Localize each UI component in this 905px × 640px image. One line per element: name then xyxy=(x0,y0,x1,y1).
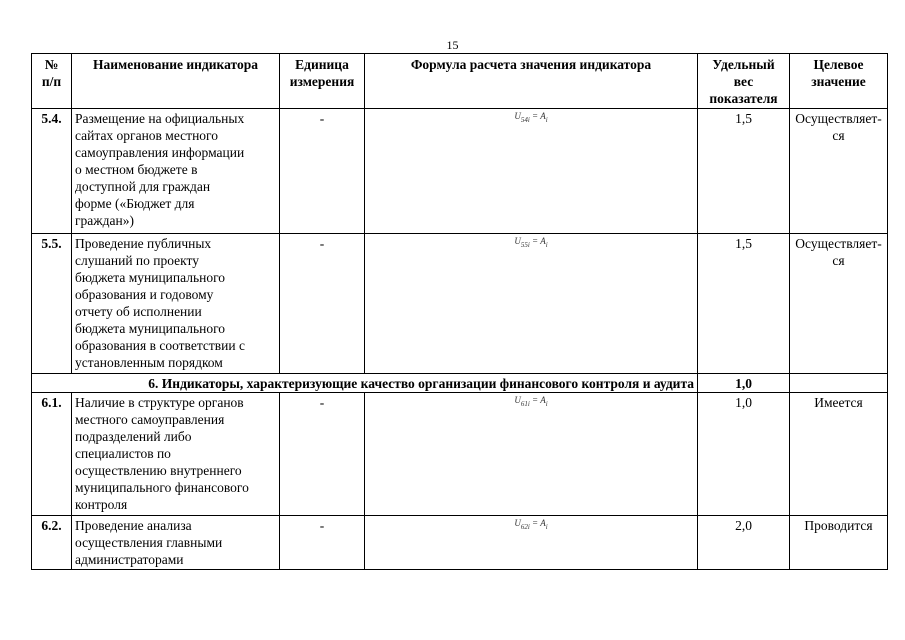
header-name: Наименование индикатора xyxy=(72,54,280,109)
formula-cell: $U_{61i} = A_i$ xyxy=(365,393,698,516)
indicator-name: Проведение публичных слушаний по проекту бюджета муниципального образования и годовому отчету об исполнении бюджета муниципального образования в соответствии с установленным порядком xyxy=(72,234,280,374)
formula-cell: $U_{55i} = A_i$ xyxy=(365,234,698,374)
header-unit: Единица измерения xyxy=(280,54,365,109)
indicator-name: Наличие в структуре органов местного самоуправления подразделений либо специалистов по осуществлению внутреннего муниципального финансового контроля xyxy=(72,393,280,516)
indicator-name: Проведение анализа осуществления главными администраторами xyxy=(72,516,280,570)
section-row xyxy=(32,374,888,393)
target-cell: Осуществляет- ся xyxy=(790,109,888,234)
target-cell: Осуществляет- ся xyxy=(790,234,888,374)
section-weight: 1,0 xyxy=(698,374,790,393)
formula-cell: $U_{54i} = A_i$ xyxy=(365,109,698,234)
table-row xyxy=(32,393,888,516)
row-number: 5.4. xyxy=(32,109,72,234)
row-number: 5.5. xyxy=(32,234,72,374)
weight-cell: 2,0 xyxy=(698,516,790,570)
page-number: 15 xyxy=(446,38,459,52)
indicator-name: Размещение на официальных сайтах органов местного самоуправления информации о местном бюджете в доступной для граждан форме («Бюджет для граждан») xyxy=(72,109,280,234)
table-row xyxy=(32,109,888,234)
target-cell: Проводится xyxy=(790,516,888,570)
indicators-table xyxy=(31,53,888,570)
table-row xyxy=(32,234,888,374)
weight-cell: 1,5 xyxy=(698,109,790,234)
formula-cell: $U_{62i} = A_i$ xyxy=(365,516,698,570)
unit-cell: - xyxy=(280,109,365,234)
target-cell: Имеется xyxy=(790,393,888,516)
header-formula: Формула расчета значения индикатора xyxy=(365,54,698,109)
table-header-row xyxy=(32,54,888,109)
unit-cell: - xyxy=(280,393,365,516)
table-row xyxy=(32,516,888,570)
weight-cell: 1,0 xyxy=(698,393,790,516)
header-num: № п/п xyxy=(32,54,72,109)
unit-cell: - xyxy=(280,234,365,374)
section-target-empty xyxy=(790,374,888,393)
header-target: Целевое значение xyxy=(790,54,888,109)
section-title: 6. Индикаторы, характеризующие качество организации финансового контроля и аудита xyxy=(32,374,698,393)
unit-cell: - xyxy=(280,516,365,570)
header-weight: Удельный вес показателя xyxy=(698,54,790,109)
row-number: 6.2. xyxy=(32,516,72,570)
row-number: 6.1. xyxy=(32,393,72,516)
weight-cell: 1,5 xyxy=(698,234,790,374)
